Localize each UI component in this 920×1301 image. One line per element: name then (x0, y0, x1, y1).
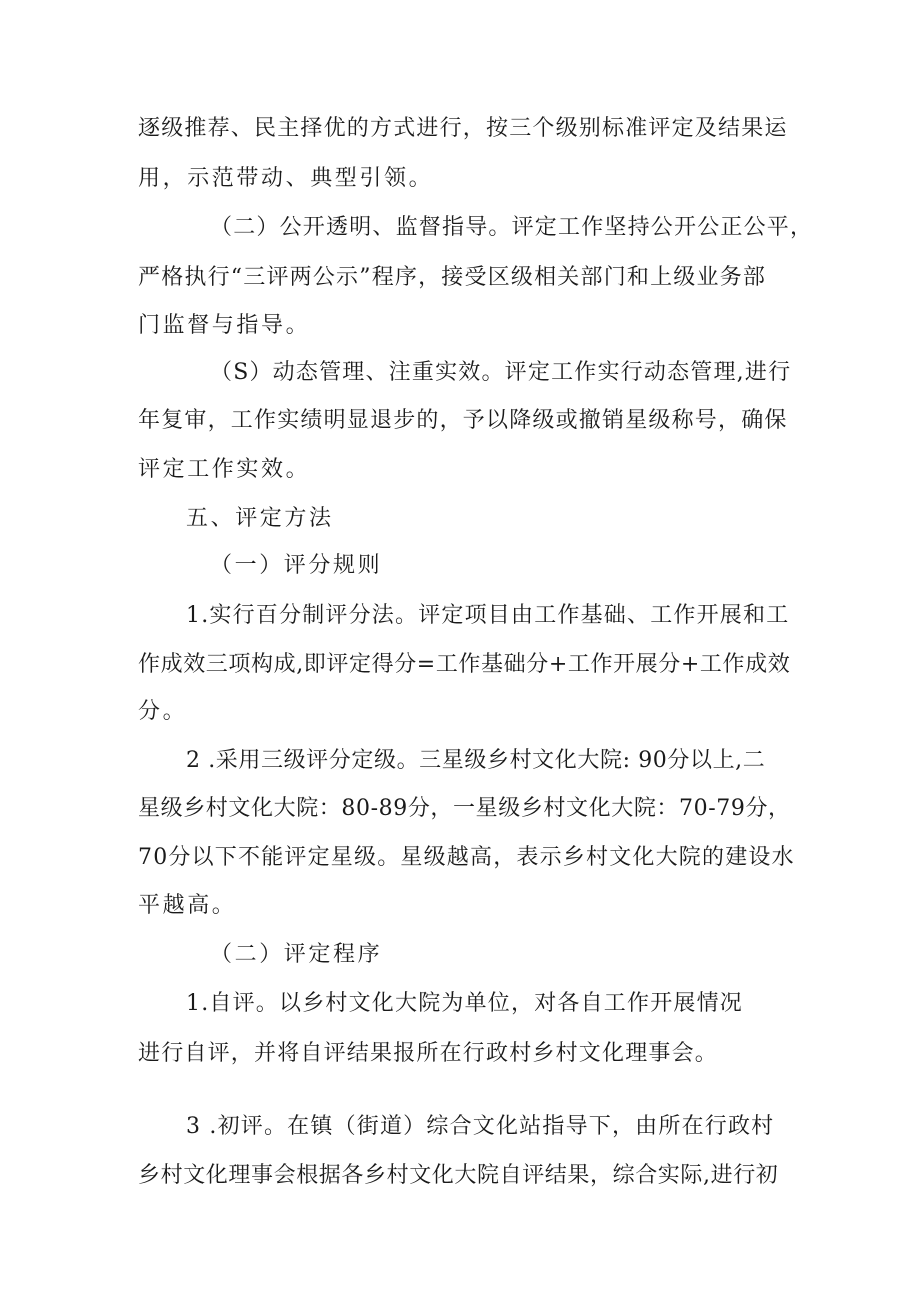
paragraph-line: 严格执行“三评两公示”程序，接受区级相关部门和上级业务部 (138, 265, 767, 290)
paragraph-line: 星级乡村文化大院：80-89分，一星级乡村文化大院：70-79分， (138, 796, 791, 821)
paragraph-line: 评定工作实效。 (138, 457, 311, 482)
paragraph-line: 用，示范带动、典型引领。 (138, 166, 434, 191)
section-title: 五、评定方法 (186, 506, 334, 531)
paragraph-line: 年复审，工作实绩明显退步的，予以降级或撤销星级称号，确保 (138, 408, 788, 433)
paragraph-line: 作成效三项构成,即评定得分=工作基础分+工作开展分+工作成效 (138, 652, 791, 677)
paragraph-line: 1.自评。以乡村文化大院为单位，对各自工作开展情况 (186, 991, 743, 1016)
section-heading-line: （二）公开透明、监督指导。评定工作坚持公开公正公平， (210, 215, 814, 240)
section-heading-line: （S）动态管理、注重实效。评定工作实行动态管理,进行 (210, 360, 792, 385)
paragraph-line: 平越高。 (138, 893, 237, 918)
paragraph-line: 70分以下不能评定星级。星级越高，表示乡村文化大院的建设水 (138, 845, 795, 870)
paragraph-line: 门监督与指导。 (138, 313, 311, 338)
subsection-title: （二）评定程序 (210, 942, 383, 967)
paragraph-line: 进行自评，并将自评结果报所在行政村乡村文化理事会。 (138, 1041, 719, 1066)
paragraph-line: 3 .初评。在镇（街道）综合文化站指导下，由所在行政村 (186, 1114, 775, 1139)
paragraph-line: 2 .采用三级评分定级。三星级乡村文化大院: 90分以上,二 (186, 748, 766, 773)
paragraph-line: 分。 (138, 699, 188, 724)
subsection-title: （一）评分规则 (210, 553, 383, 578)
paragraph-line: 逐级推荐、民主择优的方式进行，按三个级别标准评定及结果运 (138, 116, 788, 141)
paragraph-line: 1.实行百分制评分法。评定项目由工作基础、工作开展和工 (186, 603, 790, 628)
paragraph-line: 乡村文化理事会根据各乡村文化大院自评结果，综合实际,进行初 (138, 1163, 779, 1188)
